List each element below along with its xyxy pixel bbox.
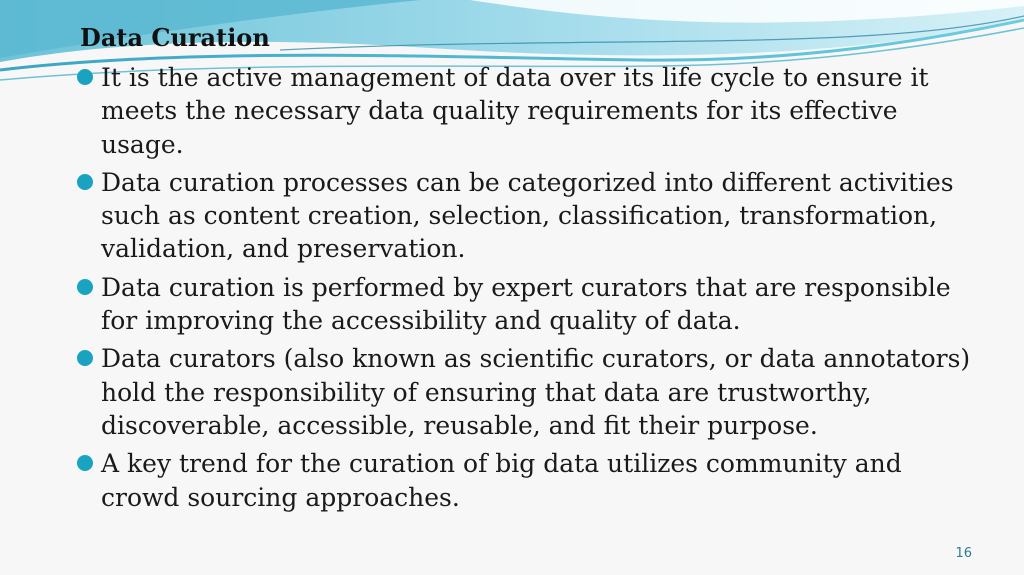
bullet-item [77, 342, 977, 442]
bullet-item [77, 61, 977, 161]
page-number: 16 [955, 546, 972, 561]
bullet-text: Data curators (also known as scientific curators, or data annotators) hold the responsibility of ensuring that data are trustworthy, discoverable, accessible, reusable, and fit their purpose. [101, 344, 971, 440]
bullet-dot-icon [77, 455, 93, 471]
bullet-text: It is the active management of data over its life cycle to ensure it meets the necessary data quality requirements for its effective usage. [101, 63, 929, 159]
bullet-text: A key trend for the curation of big data utilizes community and crowd sourcing approaches. [101, 449, 902, 512]
bullet-dot-icon [77, 69, 93, 85]
bullet-text: Data curation processes can be categorized into different activities such as content creation, selection, classification, transformation, validation, and preservation. [101, 167, 954, 264]
bullet-item [77, 271, 977, 338]
bullet-dot-icon [77, 279, 93, 295]
bullet-text: Data curation is performed by expert curators that are responsible for improving the accessibility and quality of data. [101, 272, 951, 336]
bullet-dot-icon [77, 174, 93, 190]
bullet-item [77, 447, 977, 514]
slide-title: Data Curation [80, 23, 270, 52]
bullet-list [77, 61, 977, 519]
bullet-item [77, 166, 977, 266]
bullet-dot-icon [77, 350, 93, 366]
